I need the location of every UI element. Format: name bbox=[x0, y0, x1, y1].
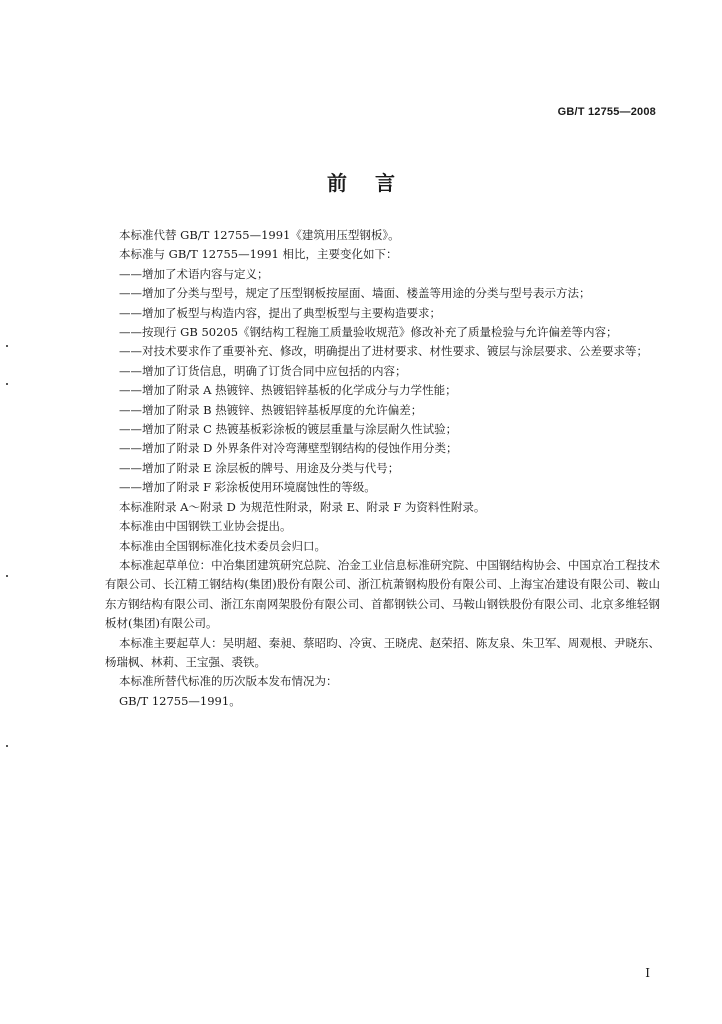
change-item: ——增加了附录 F 彩涂板使用环境腐蚀性的等级。 bbox=[119, 480, 376, 495]
scan-margin-mark bbox=[6, 383, 8, 385]
paragraph-drafters: 本标准主要起草人：吴明超、秦昶、蔡昭昀、冷寅、王晓虎、赵荣招、陈友泉、朱卫军、周观根、尹晓东、杨瑞枫、林莉、王宝强、裘铁。 bbox=[105, 635, 660, 669]
paragraph-previous-edition-number: GB/T 12755—1991。 bbox=[119, 693, 241, 708]
change-item: ——按现行 GB 50205《钢结构工程施工质量验收规范》修改补充了质量检验与允许偏差等内容； bbox=[119, 325, 618, 340]
preface-body bbox=[105, 226, 660, 711]
change-item: ——对技术要求作了重要补充、修改，明确提出了进材要求、材性要求、镀层与涂层要求、公差要求等； bbox=[119, 344, 648, 359]
paragraph-proposed-by: 本标准由中国钢铁工业协会提出。 bbox=[119, 519, 292, 534]
change-item: ——增加了订货信息，明确了订货合同中应包括的内容； bbox=[119, 363, 407, 378]
paragraph-drafting-units: 本标准起草单位：中冶集团建筑研究总院、冶金工业信息标准研究院、中国钢结构协会、中国京冶工程技术有限公司、长江精工钢结构(集团)股份有限公司、浙江杭萧钢构股份有限公司、上海宝冶建设有限公司、鞍山东方钢结构有限公司、浙江东南网架股份有限公司、首都钢铁公司、马鞍山钢铁股份有限公司、北京多维轻钢板材(集团)有限公司。 bbox=[105, 557, 660, 631]
change-item: ——增加了附录 A 热镀锌、热镀铝锌基板的化学成分与力学性能； bbox=[119, 383, 457, 398]
paragraph-changes-intro: 本标准与 GB/T 12755—1991 相比，主要变化如下： bbox=[119, 247, 398, 262]
change-item: ——增加了术语内容与定义； bbox=[119, 266, 269, 281]
paragraph-replaces: 本标准代替 GB/T 12755—1991《建筑用压型钢板》。 bbox=[119, 228, 400, 242]
scan-margin-mark bbox=[6, 345, 8, 347]
change-item: ——增加了附录 D 外界条件对冷弯薄壁型钢结构的侵蚀作用分类； bbox=[119, 441, 458, 456]
change-item: ——增加了附录 B 热镀锌、热镀铝锌基板厚度的允许偏差； bbox=[119, 402, 423, 417]
change-item: ——增加了附录 C 热镀基板彩涂板的镀层重量与涂层耐久性试验； bbox=[119, 422, 458, 437]
scan-margin-mark bbox=[6, 745, 8, 747]
change-item: ——增加了附录 E 涂层板的牌号、用途及分类与代号； bbox=[119, 460, 400, 475]
paragraph-annexes: 本标准附录 A～附录 D 为规范性附录，附录 E、附录 F 为资料性附录。 bbox=[119, 499, 486, 514]
paragraph-administered-by: 本标准由全国钢标准化技术委员会归口。 bbox=[119, 538, 326, 553]
change-item: ——增加了分类与型号，规定了压型钢板按屋面、墙面、楼盖等用途的分类与型号表示方法； bbox=[119, 286, 591, 301]
standard-number: GB/T 12755—2008 bbox=[557, 106, 656, 118]
scan-margin-mark bbox=[6, 575, 8, 577]
page-title: 前言 bbox=[327, 171, 423, 195]
paragraph-previous-editions: 本标准所替代标准的历次版本发布情况为： bbox=[119, 674, 338, 689]
page-number: I bbox=[645, 966, 650, 980]
change-item: ——增加了板型与构造内容，提出了典型板型与主要构造要求； bbox=[119, 305, 441, 320]
